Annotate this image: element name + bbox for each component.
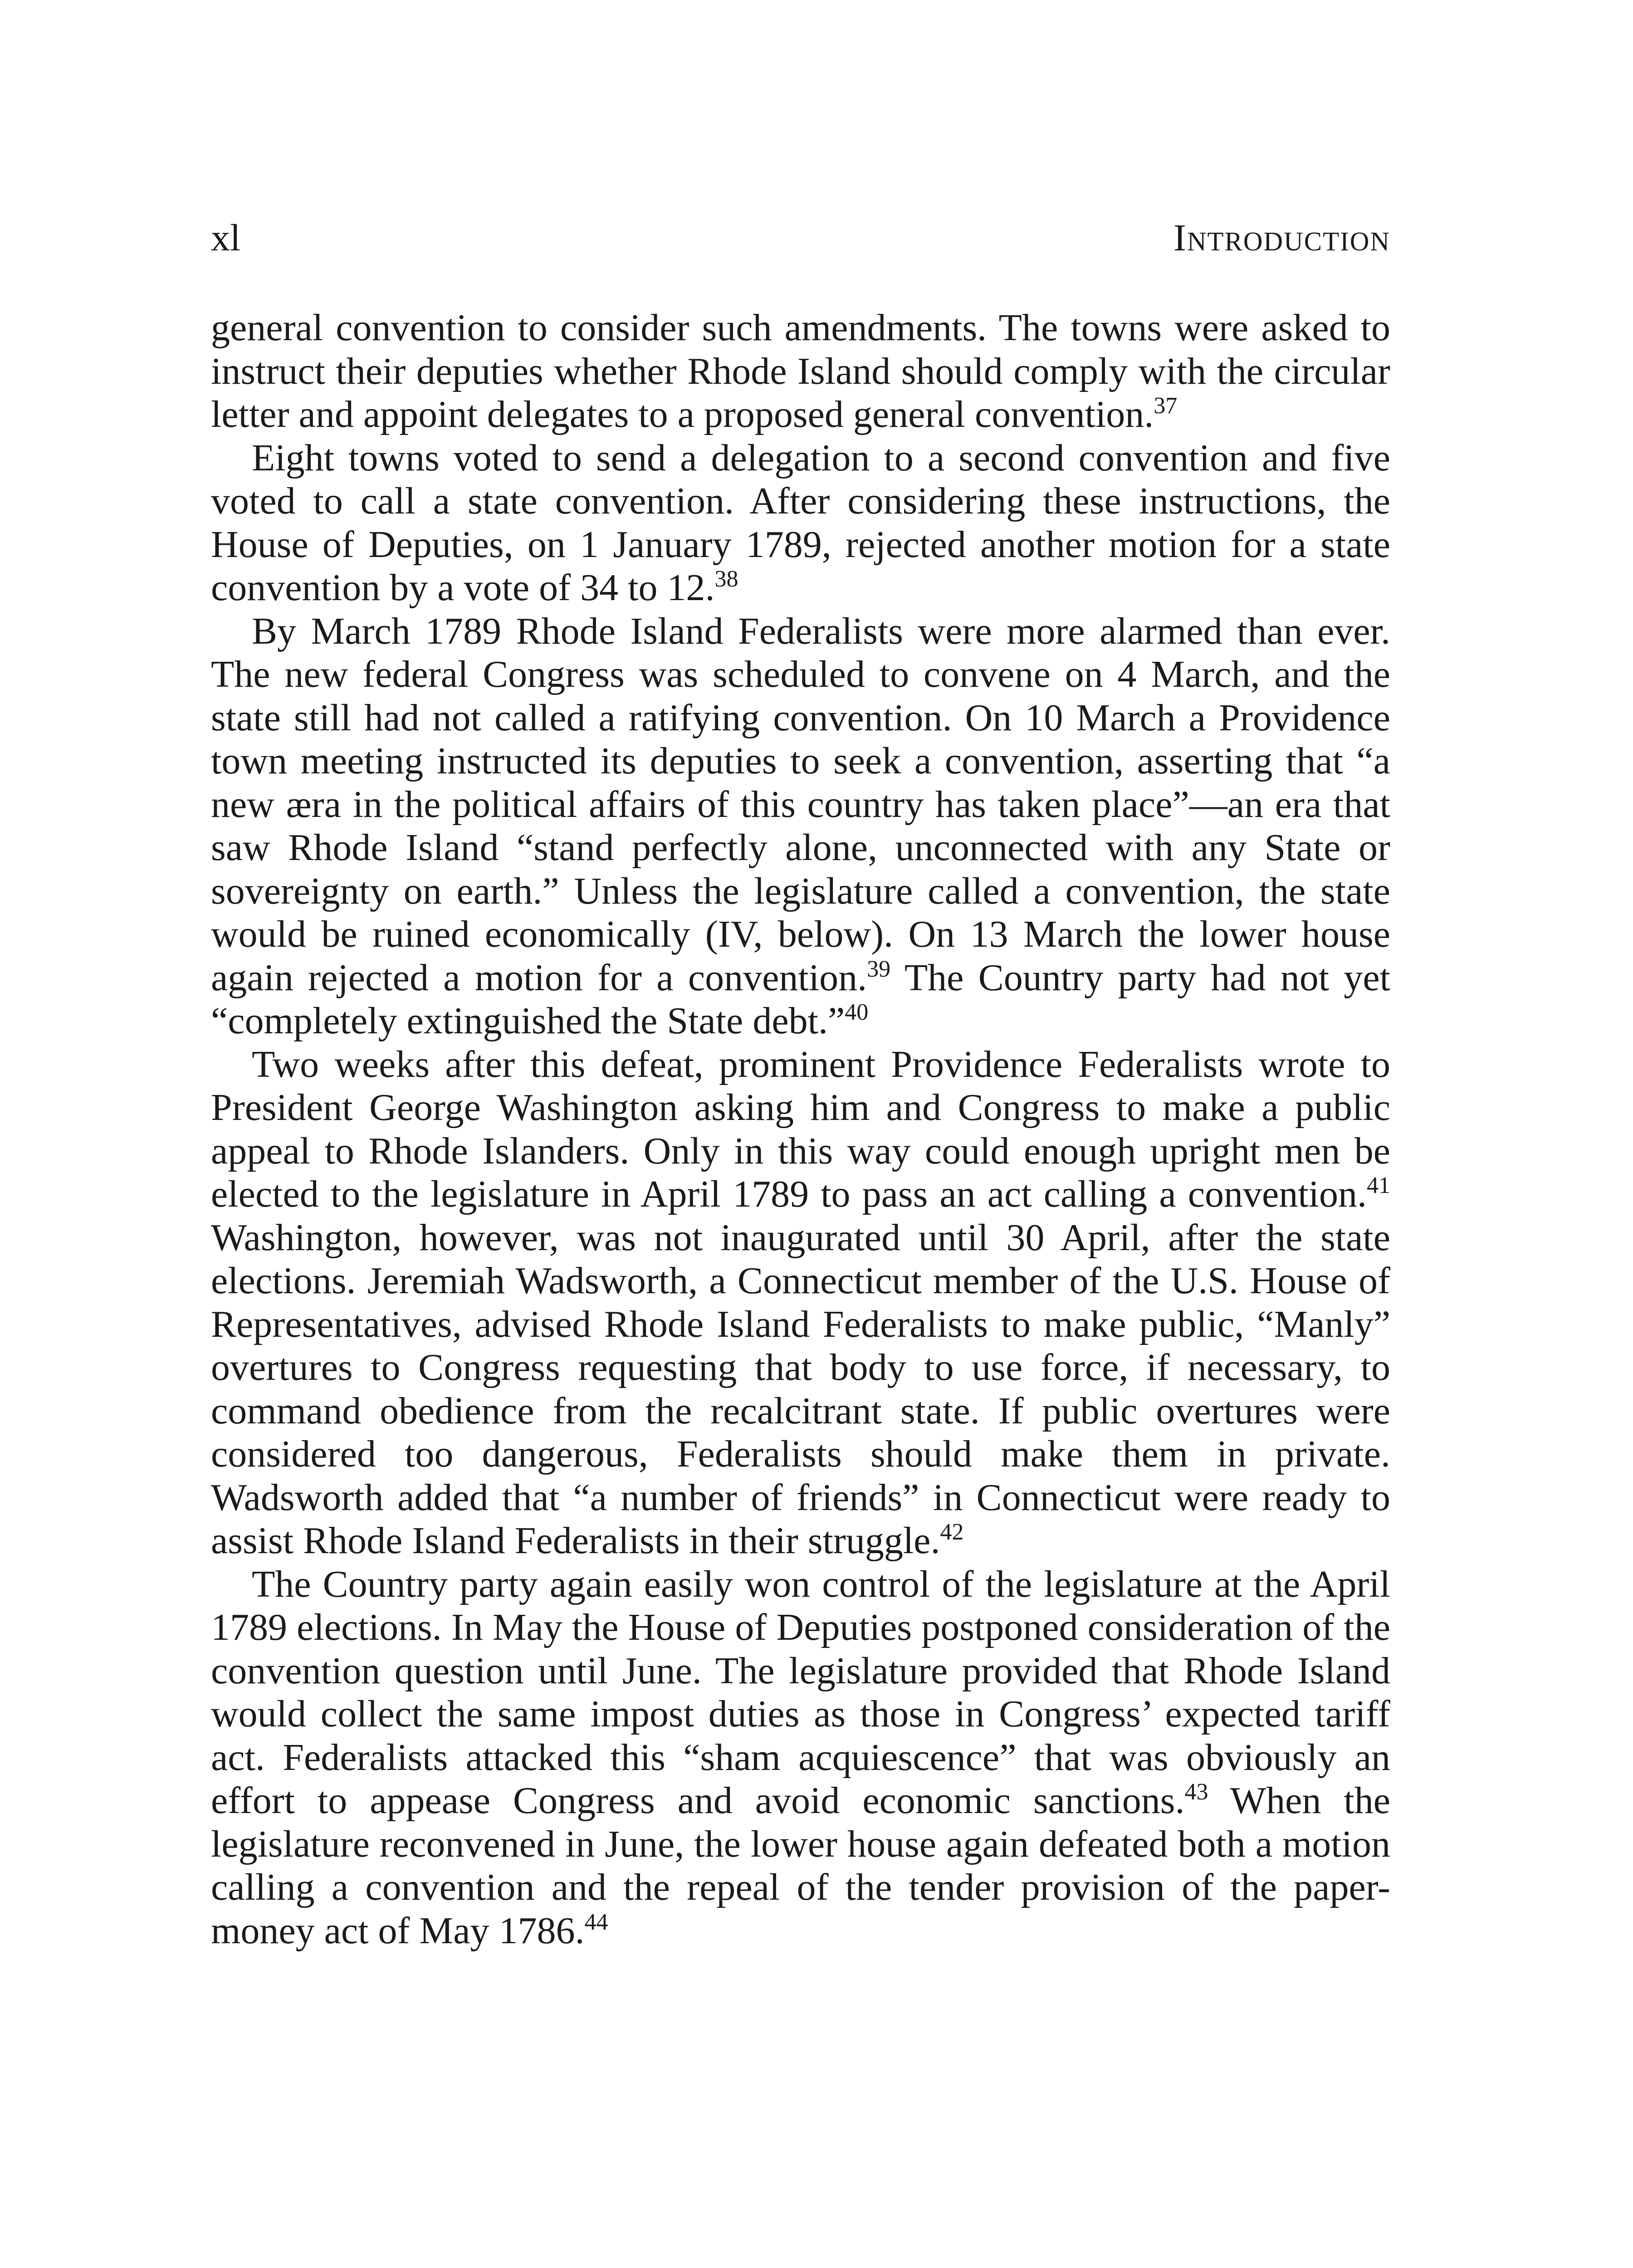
footnote-ref: 42	[940, 1519, 964, 1545]
running-head	[211, 213, 1390, 263]
page-number: xl	[211, 217, 241, 259]
text-run: Two weeks after this defeat, prominent Providence Federalists wrote to President George Washington asking him and Congress to make a public appeal to Rhode Islanders. Only in this way could enough upright men be elected to the legislature in April 1789 to pass an act calling a convention.	[211, 1043, 1390, 1215]
text-run: Eight towns voted to send a delegation to a second convention and five voted to call a state convention. After considering these instructions, the House of Deputies, on 1 January 1789, rejected another motion for a state convention by a vote of 34 to 12.	[211, 436, 1390, 609]
paragraph	[211, 610, 1390, 1043]
paragraph	[211, 436, 1390, 610]
paragraph	[211, 1043, 1390, 1563]
text-run: general convention to consider such amendments. The towns were asked to instruct their deputies whether Rhode Island should comply with the circular letter and appoint delegates to a proposed general convention.	[211, 307, 1390, 435]
footnote-ref: 44	[584, 1909, 608, 1935]
text-run: The Country party had not yet “completely extinguished the State debt.”	[211, 956, 1391, 1042]
text-run: When the legislature reconvened in June, the lower house again defeated both a motion calling a convention and the repeal of the tender provision of the paper-money act of May 1786.	[211, 1779, 1390, 1952]
footnote-ref: 37	[1154, 393, 1178, 419]
paragraph	[211, 306, 1390, 436]
footnote-ref: 40	[845, 999, 869, 1025]
text-run: Washington, however, was not inaugurated until 30 April, after the state elections. Jeremiah Wadsworth, a Connecticut member of the U.S. House of Representatives, advised Rhode Island Federalists to make public, “Manly” overtures to Congress requesting that body to use force, if necessary, to command obedience from the recalcitrant state. If public overtures were considered too dangerous, Federalists should make them in private. Wadsworth added that “a number of friends” in Connecticut were ready to assist Rhode Island Federalists in their struggle.	[211, 1216, 1390, 1562]
footnote-ref: 38	[714, 566, 738, 592]
text-run: The Country party again easily won control of the legislature at the April 1789 elections. In May the House of Deputies postponed consideration of the convention question until June. The legislature provided that Rhode Island would collect the same impost duties as those in Congress’ expected tariff act. Federalists attacked this “sham acquiescence” that was obviously an effort to appease Congress and avoid economic sanctions.	[211, 1563, 1390, 1822]
body-text	[211, 306, 1390, 1952]
running-head-title: Introduction	[1173, 217, 1390, 259]
footnote-ref: 41	[1367, 1173, 1390, 1198]
paragraph	[211, 1563, 1390, 1953]
footnote-ref: 39	[867, 956, 891, 982]
footnote-ref: 43	[1184, 1779, 1208, 1805]
text-run: By March 1789 Rhode Island Federalists were more alarmed than ever. The new federal Congress was scheduled to convene on 4 March, and the state still had not called a ratifying convention. On 10 March a Providence town meeting instructed its deputies to seek a convention, asserting that “a new æra in the political affairs of this country has taken place”—an era that saw Rhode Island “stand perfectly alone, unconnected with any State or sovereignty on earth.” Unless the legislature called a convention, the state would be ruined economically (IV, below). On 13 March the lower house again rejected a motion for a convention.	[211, 610, 1390, 999]
